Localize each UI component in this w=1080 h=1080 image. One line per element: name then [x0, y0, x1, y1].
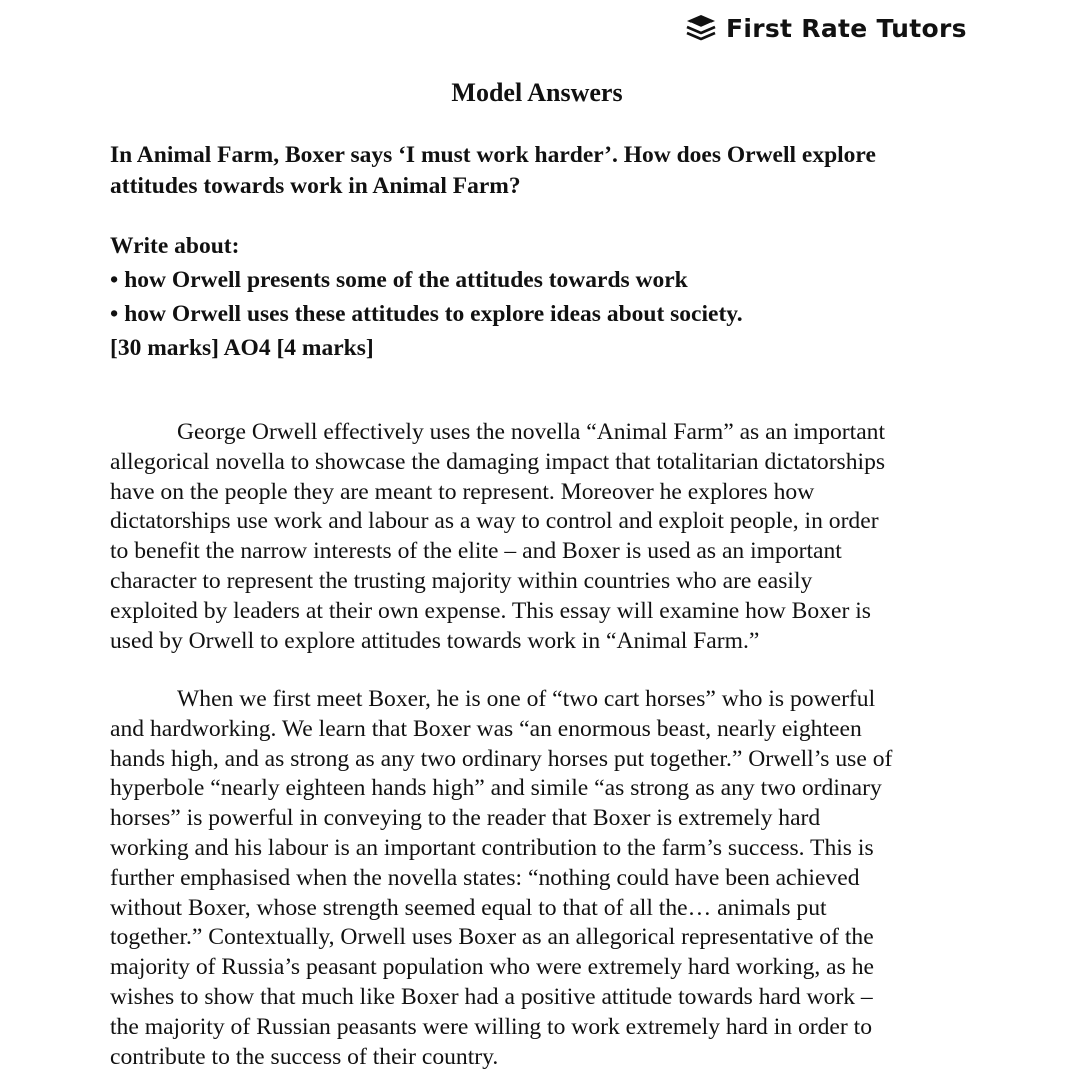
bullet-text: how Orwell uses these attitudes to explore ideas about society. — [124, 301, 743, 327]
paragraph-line: used by Orwell to explore attitudes towards work in “Animal Farm.” — [110, 627, 760, 654]
bullet-icon: • — [110, 267, 119, 293]
bullet-item — [110, 263, 1010, 297]
paragraph-line: When we first meet Boxer, he is one of “two cart horses” who is powerful — [177, 686, 876, 712]
write-about-label: Write about: — [110, 233, 240, 259]
paragraph-line: contribute to the success of their country. — [110, 1043, 499, 1070]
bullet-item — [110, 297, 1010, 331]
paragraph-line: character to represent the trusting majority within countries who are easily — [110, 567, 813, 594]
question-line: attitudes towards work in Animal Farm? — [110, 173, 521, 199]
essay-paragraph-boxer — [110, 685, 980, 1072]
bullet-text: how Orwell presents some of the attitudes towards work — [124, 267, 688, 293]
paragraph-line: the majority of Russian peasants were willing to work extremely hard in order to — [110, 1013, 873, 1040]
paragraph-line: hyperbole “nearly eighteen hands high” and simile “as strong as any two ordinary — [110, 775, 882, 802]
paragraph-line: dictatorships use work and labour as a way to control and exploit people, in order — [110, 508, 879, 535]
paragraph-line: allegorical novella to showcase the damaging impact that totalitarian dictatorships — [110, 448, 886, 475]
paragraph-line: to benefit the narrow interests of the elite – and Boxer is used as an important — [110, 538, 842, 565]
stacked-books-icon — [684, 12, 718, 44]
paragraph-line: together.” Contextually, Orwell uses Boxer as an allegorical representative of the — [110, 924, 874, 951]
page-title: Model Answers — [451, 78, 623, 107]
paragraph-line: working and his labour is an important contribution to the farm’s success. This is — [110, 834, 874, 861]
paragraph-line: and hardworking. We learn that Boxer was “an enormous beast, nearly eighteen — [110, 715, 862, 742]
brand-name: First Rate Tutors — [726, 13, 967, 43]
question-line: In Animal Farm, Boxer says ‘I must work harder’. How does Orwell explore — [110, 142, 876, 168]
brand-logo — [684, 12, 967, 44]
paragraph-line: majority of Russia’s peasant population who were extremely hard working, as he — [110, 954, 874, 981]
paragraph-line: further emphasised when the novella states: “nothing could have been achieved — [110, 864, 860, 891]
task-brief — [110, 229, 1010, 365]
paragraph-line: wishes to show that much like Boxer had a positive attitude towards hard work – — [110, 983, 873, 1010]
essay-paragraph-intro — [110, 418, 980, 656]
bullet-icon: • — [110, 301, 119, 327]
marks-allocation: [30 marks] AO4 [4 marks] — [110, 335, 374, 361]
paragraph-line: exploited by leaders at their own expense. This essay will examine how Boxer is — [110, 597, 871, 624]
paragraph-line: hands high, and as strong as any two ordinary horses put together.” Orwell’s use of — [110, 745, 893, 772]
paragraph-line: have on the people they are meant to represent. Moreover he explores how — [110, 478, 815, 505]
paragraph-line: without Boxer, whose strength seemed equal to that of all the… animals put — [110, 894, 827, 921]
paragraph-line: George Orwell effectively uses the novella “Animal Farm” as an important — [177, 419, 886, 445]
paragraph-line: horses” is powerful in conveying to the reader that Boxer is extremely hard — [110, 805, 821, 832]
essay-question — [110, 140, 990, 202]
